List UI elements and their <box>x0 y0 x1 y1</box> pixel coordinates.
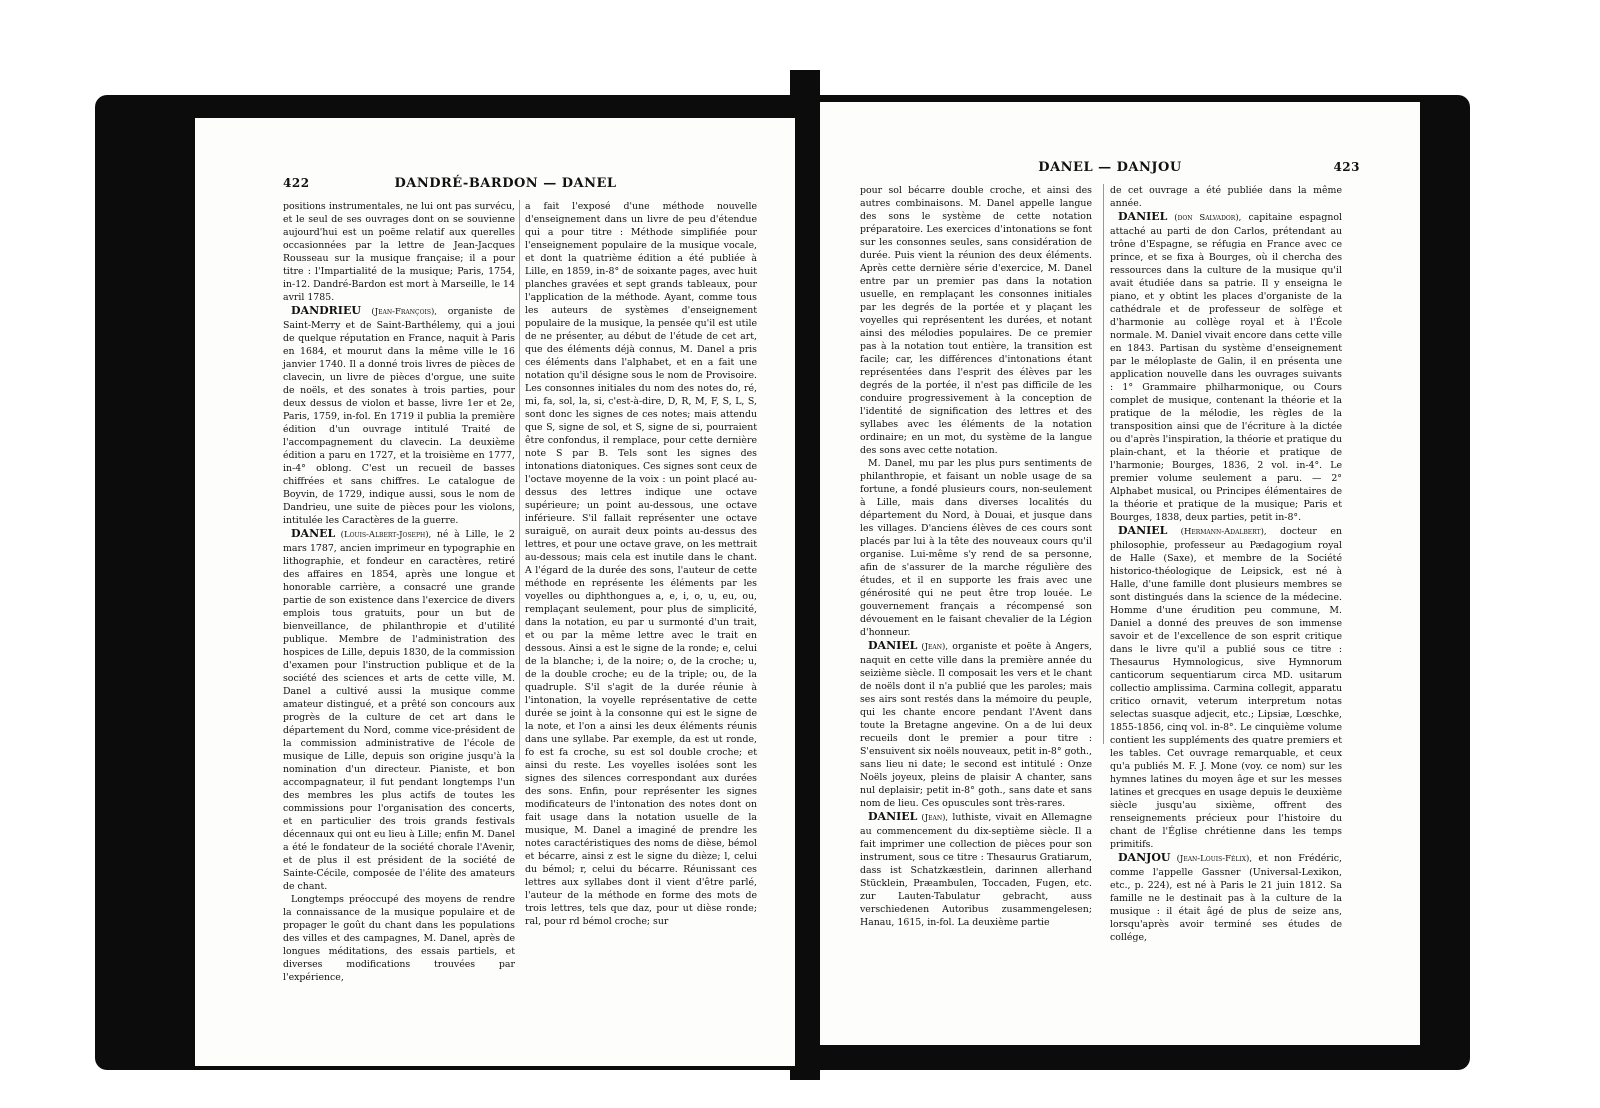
entry-given-names: (Hermann-Adalbert), <box>1167 527 1267 537</box>
entry-given-names: (Louis-Albert-Joseph), <box>335 530 432 540</box>
left-page-header <box>283 176 728 194</box>
dictionary-entry <box>1110 851 1342 944</box>
entry-given-names: (Jean-Louis-Félix), <box>1170 854 1253 864</box>
running-head: DANDRÉ-BARDON — DANEL <box>394 176 617 191</box>
dictionary-entry <box>1110 210 1342 524</box>
entry-given-names: (Jean-François), <box>360 307 438 317</box>
page-number: 422 <box>283 176 310 190</box>
page-number: 423 <box>1333 160 1360 174</box>
dictionary-entry <box>1110 524 1342 851</box>
paragraph: Longtemps préoccupé des moyens de rendre la connaissance de la musique populaire et de propager le goût du chant dans les populations des villes et des campagnes, M. Danel, après de longues méditations, des essais partiels, et diverses modifications trouvées par l'expérience, <box>283 894 515 983</box>
paragraph: positions instrumentales, ne lui ont pas survécu, et le seul de ses ouvrages dont on se souvienne aujourd'hui est un poëme relatif aux querelles occasionnées par la lettre de Jean-Jacques Rousseau sur la musique française; il a pour titre : l'Impartialité de la musique; Paris, 1754, in-12. Dandré-Bardon est mort à Marseille, le 14 avril 1785. <box>283 201 515 303</box>
entry-body: et non Frédéric, comme l'appelle Gassner (Universal-Lexikon, etc., p. 224), est né à Paris le 21 juin 1812. Sa famille ne le destinait pas à la culture de la musique : il était âgé de plus de seize ans, lorsqu'après avoir terminé ses études de collége, <box>1110 853 1342 943</box>
left-column-1 <box>283 200 515 984</box>
entry-headword: DANIEL <box>1118 210 1168 223</box>
left-page <box>195 118 795 1066</box>
right-page-header <box>860 160 1360 178</box>
entry-given-names: (Jean), <box>917 813 949 823</box>
entry-headword: DANDRIEU <box>291 304 361 317</box>
right-column-1 <box>860 184 1092 929</box>
entry-body: docteur en philosophie, professeur au Pædagogium royal de Halle (Saxe), et membre de la Société historico-théologique de Leipsick, est né à Halle, d'une famille dont plusieurs membres se sont distingués dans la science de la médecine. Homme d'une érudition peu commune, M. Daniel a donné des preuves de son immense savoir et de l'excellence de son esprit critique dans le livre qu'il a publié sous ce titre : Thesaurus Hymnologicus, sive Hymnorum canticorum sequentiarum circa MD. usitarum collectio amplissima. Carmina collegit, apparatu critico ornavit, veterum interpretum notas selectas suasque adjecit, etc.; Lipsiæ, Lœschke, 1855-1856, cinq vol. in-8°. Le cinquième volume contient les suppléments des quatre premiers et les tables. Cet ouvrage remarquable, et ceux qu'a publiés M. F. J. Mone (voy. ce nom) sur les hymnes latines du moyen âge et sur les messes latines et grecques en usage depuis le deuxième siècle jusqu'au sixième, offrent des renseignements précieux pour l'histoire du chant de l'Église chrétienne dans les temps primitifs. <box>1110 526 1342 850</box>
entry-body: organiste de Saint-Merry et de Saint-Barthélemy, qui a joui de quelque réputation en France, naquit à Paris en 1684, et mourut dans la même ville le 16 janvier 1740. Il a donné trois livres de pièces de clavecin, un livre de pièces d'orgue, une suite de noëls, et des sonates à trois parties, pour deux dessus de violon et basse, livre 1er et 2e, Paris, 1759, in-fol. En 1719 il publia la première édition d'un ouvrage intitulé Traité de l'accompagnement du clavecin. La deuxième édition a paru en 1727, et la troisième en 1777, in-4° oblong. C'est un recueil de basses chiffrées et sans chiffres. Le catalogue de Boyvin, de 1729, indique aussi, sous le nom de Dandrieu, une suite de pièces pour les violons, intitulée les Caractères de la guerre. <box>283 306 515 526</box>
entry-body: capitaine espagnol attaché au parti de don Carlos, prétendant au trône d'Espagne, se réfugia en France avec ce prince, et se fixa à Bourges, où il chercha des ressources dans la culture de la musique qu'il avait étudiée dans sa patrie. Il y enseigna le piano, et y obtint les places d'organiste de la cathédrale et de professeur de solfège et d'harmonie au collège royal et à l'École normale. M. Daniel vivait encore dans cette ville en 1843. Partisan du système d'enseignement par le méloplaste de Galin, il en présenta une application nouvelle dans les ouvrages suivants : 1° Grammaire philharmonique, ou Cours complet de musique, contenant la théorie et la pratique de la mélodie, les règles de la transposition ainsi que de l'écriture à la dictée ou d'après l'inspiration, la théorie et pratique du plain-chant, et la théorie et pratique de l'harmonie; Bourges, 1836, 2 vol. in-4°. Le premier volume seulement a paru. — 2° Alphabet musical, ou Principes élémentaires de la théorie et pratique de la musique; Paris et Bourges, 1838, deux parties, petit in-8°. <box>1110 212 1342 523</box>
column-rule <box>1103 184 1104 744</box>
left-column-2 <box>525 200 757 928</box>
right-page <box>820 102 1420 1045</box>
entry-headword: DANEL <box>291 527 336 540</box>
entry-body: né à Lille, le 2 mars 1787, ancien imprimeur en typographie en lithographie, et fondeur en caractères, retiré des affaires en 1854, après une longue et honorable carrière, a consacré une grande partie de son existence dans l'exercice de divers emplois tous gratuits, pour un but de bienveillance, de philanthropie et d'utilité publique. Membre de l'administration des hospices de Lille, depuis 1830, de la commission d'examen pour l'instruction publique et de la société des sciences et arts de cette ville, M. Danel a cultivé aussi la musique comme amateur distingué, et a prêté son concours aux progrès de la culture de cet art dans le département du Nord, comme vice-président de la commission administrative de l'école de musique de Lille, depuis son origine jusqu'à la nomination d'un directeur. Pianiste, et bon accompagnateur, il fut pendant longtemps l'un des membres les plus actifs de toutes les commissions pour l'organisation des concerts, et en particulier des trois grands festivals décennaux qui ont eu lieu à Lille; enfin M. Danel a été le fondateur de la société chorale l'Avenir, et de plus il est président de la société de Sainte-Cécile, composée de l'élite des amateurs de chant. <box>283 529 515 892</box>
entry-headword: DANIEL <box>1118 524 1168 537</box>
dictionary-entry <box>860 639 1092 810</box>
dictionary-entry <box>283 304 515 527</box>
running-head: DANEL — DANJOU <box>1038 160 1182 175</box>
right-column-2 <box>1110 184 1342 944</box>
paragraph: pour sol bécarre double croche, et ainsi des autres combinaisons. M. Danel appelle langue des sons le système de cette notation préparatoire. Les exercices d'intonations se font sur les consonnes seules, sans considération de durée. Puis vient la réunion des deux éléments. Après cette dernière série d'exercice, M. Danel entre par un premier pas dans la notation usuelle, en remplaçant les consonnes initiales par les degrés de la portée et y plaçant les voyelles qui représentent les durées, et notant ainsi des mélodies populaires. De ce premier pas à la notation tout entière, la transition est facile; car, les différences d'intonations étant représentées dans l'esprit des élèves par les degrés de la portée, il n'est pas difficile de les conduire progressivement à la conception de l'identité de signification des lettres et des syllabes avec les éléments de la notation ordinaire; en un mot, du système de la langue des sons avec cette notation. <box>860 185 1092 456</box>
dictionary-entry <box>283 527 515 893</box>
dictionary-entry <box>860 810 1092 929</box>
entry-given-names: (don Salvador), <box>1167 213 1242 223</box>
entry-body: luthiste, vivait en Allemagne au commencement du dix-septième siècle. Il a fait imprimer une collection de pièces pour son instrument, sous ce titre : Thesaurus Gratiarum, dass ist Schatzkæstlein, darinnen allerhand Stücklein, Præambulen, Toccaden, Fugen, etc. zur Lauten-Tabulatur gebracht, auss verschiedenen Autoribus zusammengelesen; Hanau, 1615, in-fol. La deuxième partie <box>860 812 1092 928</box>
entry-given-names: (Jean), <box>917 642 949 652</box>
entry-headword: DANIEL <box>868 639 918 652</box>
paragraph: M. Danel, mu par les plus purs sentiments de philanthropie, et faisant un noble usage de sa fortune, a fondé plusieurs cours, non-seulement à Lille, mais dans diverses localités du département du Nord, à Douai, et jusque dans les villages. D'anciens élèves de ces cours sont placés par lui à la tête des nouveaux cours qu'il organise. Lui-même s'y rend de sa personne, afin de s'assurer de la marche régulière des études, et il en supporte les frais avec une générosité qui ne peut être trop louée. Le gouvernement français a récompensé son dévouement en le faisant chevalier de la Légion d'honneur. <box>860 458 1092 638</box>
entry-headword: DANIEL <box>868 810 918 823</box>
column-rule <box>519 200 520 760</box>
entry-headword: DANJOU <box>1118 851 1171 864</box>
entry-body: organiste et poëte à Angers, naquit en cette ville dans la première année du seizième siècle. Il composait les vers et le chant de noëls dont il n'a publié que les paroles; mais ses airs sont restés dans la mémoire du peuple, qui les chante encore pendant l'Avent dans toute la Bretagne angevine. On a de lui deux recueils dont le premier a pour titre : S'ensuivent six noëls nouveaux, petit in-8° goth., sans lieu ni date; le second est intitulé : Onze Noëls joyeux, pleins de plaisir A chanter, sans nul deplaisir; petit in-8° goth., sans date et sans nom de lieu. Ces opuscules sont très-rares. <box>860 641 1092 809</box>
paragraph: a fait l'exposé d'une méthode nouvelle d'enseignement dans un livre de peu d'étendue qui a pour titre : Méthode simplifiée pour l'enseignement populaire de la musique vocale, et dont la quatrième édition a été publiée à Lille, en 1859, in-8° de soixante pages, avec huit planches gravées et sept grands tableaux, pour l'application de la méthode. Ayant, comme tous les auteurs de systèmes d'enseignement populaire de la musique, la pensée qu'il est utile de ne présenter, au début de l'étude de cet art, que des éléments déjà connus, M. Danel a pris ces éléments dans l'alphabet, et en a fait une notation qu'il désigne sous le nom de Provisoire. Les consonnes initiales du nom des notes do, ré, mi, fa, sol, la, si, c'est-à-dire, D, R, M, F, S, L, S, sont donc les signes de ces notes; mais attendu que S, signe de sol, et S, signe de si, pourraient être confondus, il remplace, pour cette dernière note S par B. Tels sont les signes des intonations diatoniques. Ces signes sont ceux de l'octave moyenne de la voix : un point placé au-dessus des lettres indique une octave supérieure; un point au-dessous, une octave inférieure. S'il fallait représenter une octave suraiguë, on aurait deux points au-dessus des lettres, et pour une octave grave, on les mettrait au-dessous; mais cela est inutile dans le chant. A l'égard de la durée des sons, l'auteur de cette méthode en représente les éléments par les voyelles ou diphthongues a, e, i, o, u, eu, ou, remplaçant seulement, pour plus de simplicité, dans la notation, eu par u surmonté d'un trait, et ou par la même lettre avec le trait en dessous. Ainsi a est le signe de la ronde; e, celui de la blanche; i, de la noire; o, de la croche; u, de la double croche; eu de la triple; ou, de la quadruple. S'il s'agit de la durée réunie à l'intonation, la voyelle représentative de cette durée se joint à la consonne qui est le signe de la note, et l'on a ainsi les deux éléments réunis dans une syllabe. Par exemple, da est ut ronde, fo est fa croche, su est sol double croche; et ainsi du reste. Les voyelles isolées sont les signes des silences correspondant aux durées des sons. Enfin, pour représenter les signes modificateurs de l'intonation des notes dont on fait usage dans la notation usuelle de la musique, M. Danel a imaginé de prendre les notes caractéristiques des noms de dièse, bémol et bécarre, ainsi z est le signe du dièze; l, celui du bémol; r, celui du bécarre. Réunissant ces lettres aux syllabes dont il vient d'être parlé, l'auteur de la méthode en forme des mots de trois lettres, tels que daz, pour ut dièse ronde; ral, pour rd bémol croche; sur <box>525 201 757 927</box>
paragraph: de cet ouvrage a été publiée dans la même année. <box>1110 185 1342 209</box>
